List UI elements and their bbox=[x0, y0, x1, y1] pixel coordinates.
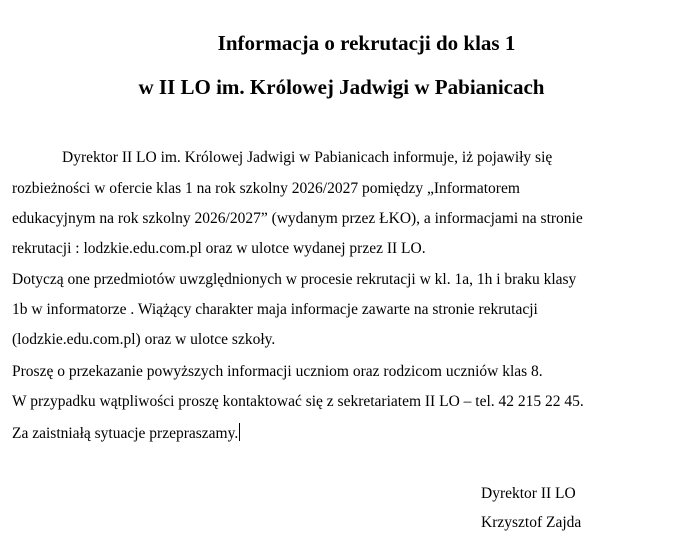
paragraph-line: (lodzkie.edu.com.pl) oraz w ulotce szkoły. bbox=[12, 331, 276, 348]
signature-role: Dyrektor II LO bbox=[481, 485, 576, 502]
paragraph-line: Dyrektor II LO im. Królowej Jadwigi w Pabianicach informuje, iż pojawiły się bbox=[62, 149, 553, 166]
paragraph-line: Dotyczą one przedmiotów uwzględnionych w procesie rekrutacji w kl. 1a, 1h i braku klasy bbox=[12, 271, 577, 288]
document-title-line-2: w II LO im. Królowej Jadwigi w Pabianicach bbox=[138, 75, 545, 99]
paragraph-line: edukacyjnym na rok szkolny 2026/2027” (wydanym przez ŁKO), a informacjami na stronie bbox=[12, 210, 583, 227]
paragraph-line: 1b w informatorze . Wiążący charakter maja informacje zawarte na stronie rekrutacji bbox=[12, 301, 538, 318]
paragraph-line: W przypadku wątpliwości proszę kontaktować się z sekretariatem II LO – tel. 42 215 22 45. bbox=[12, 393, 584, 410]
paragraph-line-last[interactable] bbox=[12, 423, 240, 444]
paragraph-line-text: Za zaistniałą sytuacje przepraszamy. bbox=[12, 425, 239, 442]
text-cursor bbox=[239, 423, 240, 441]
paragraph-line: rekrutacji : lodzkie.edu.com.pl oraz w ulotce wydanej przez II LO. bbox=[12, 240, 426, 257]
paragraph-line: Proszę o przekazanie powyższych informacji uczniom oraz rodzicom uczniów klas 8. bbox=[12, 363, 543, 380]
document-title-line-1: Informacja o rekrutacji do klas 1 bbox=[217, 31, 516, 55]
paragraph-line: rozbieżności w ofercie klas 1 na rok szkolny 2026/2027 pomiędzy „Informatorem bbox=[12, 180, 520, 197]
signature-name: Krzysztof Zajda bbox=[481, 514, 582, 531]
